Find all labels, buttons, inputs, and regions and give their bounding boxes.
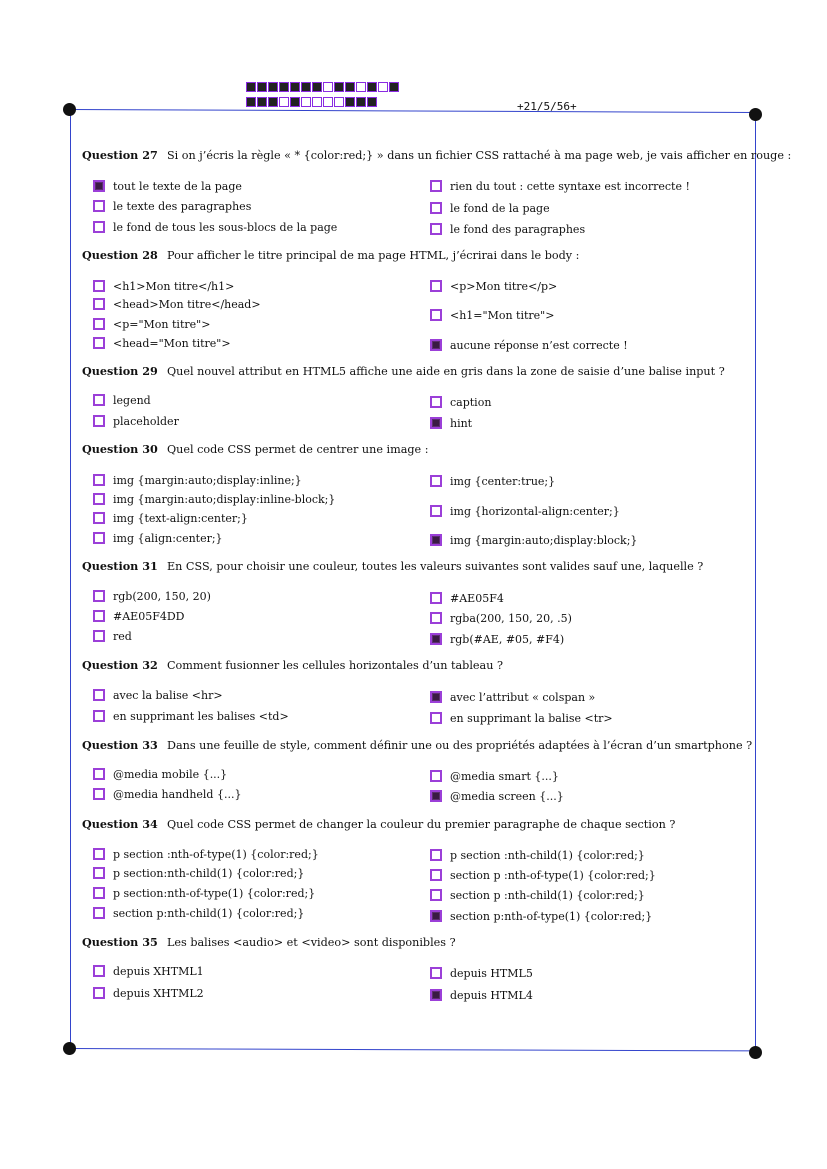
answer-option[interactable]	[430, 847, 645, 863]
question-header	[82, 738, 752, 752]
answer-checkbox[interactable]	[430, 869, 442, 881]
question-header	[82, 817, 675, 831]
answer-checkbox-checked[interactable]	[430, 989, 442, 1001]
code-cell	[323, 97, 333, 107]
code-cell	[268, 97, 278, 107]
question-text: Les balises <audio> et <video> sont disponibles ?	[167, 936, 456, 949]
code-cell	[279, 82, 289, 92]
answer-checkbox[interactable]	[93, 768, 105, 780]
question-text: Quel code CSS permet de changer la couleur du premier paragraphe de chaque section ?	[167, 818, 676, 831]
answer-checkbox-checked[interactable]	[430, 790, 442, 802]
answer-label: p section:nth-child(1) {color:red;}	[113, 866, 305, 880]
answer-checkbox[interactable]	[430, 592, 442, 604]
answer-checkbox[interactable]	[93, 710, 105, 722]
question-number: Question 34	[82, 817, 158, 831]
answer-option[interactable]	[93, 198, 251, 214]
answer-option[interactable]	[93, 296, 261, 312]
code-cell	[246, 97, 256, 107]
frame-bottom-line	[70, 1048, 756, 1051]
question-text: Si on j’écris la règle « * {color:red;} » dans un fichier CSS rattaché à ma page web, je vais afficher en rouge :	[167, 149, 792, 162]
answer-option[interactable]	[430, 987, 533, 1003]
question-number: Question 31	[82, 559, 158, 573]
answer-checkbox[interactable]	[430, 889, 442, 901]
answer-checkbox[interactable]	[93, 590, 105, 602]
answer-option[interactable]	[93, 178, 242, 194]
code-cell	[367, 82, 377, 92]
answer-option[interactable]	[430, 415, 472, 431]
answer-checkbox[interactable]	[430, 280, 442, 292]
answer-checkbox[interactable]	[93, 630, 105, 642]
answer-checkbox[interactable]	[93, 415, 105, 427]
id-code-row-1	[246, 82, 400, 94]
frame-right-line	[755, 114, 756, 1052]
answer-label: depuis HTML4	[450, 988, 533, 1002]
answer-option[interactable]	[93, 316, 210, 332]
answer-checkbox[interactable]	[93, 298, 105, 310]
answer-checkbox-checked[interactable]	[430, 339, 442, 351]
question-number: Question 27	[82, 148, 158, 162]
answer-option[interactable]	[93, 335, 231, 351]
code-cell	[323, 82, 333, 92]
answer-option[interactable]	[93, 413, 179, 429]
answer-label: @media mobile {...}	[113, 767, 228, 781]
answer-checkbox[interactable]	[93, 848, 105, 860]
code-cell	[334, 97, 344, 107]
answer-option[interactable]	[430, 394, 491, 410]
answer-label: le fond de tous les sous-blocs de la page	[113, 220, 338, 234]
corner-mark-bottom-left	[63, 1042, 76, 1055]
code-cell	[290, 97, 300, 107]
answer-option[interactable]	[430, 631, 564, 647]
answer-checkbox[interactable]	[93, 689, 105, 701]
question-number: Question 30	[82, 442, 158, 456]
answer-label: img {text-align:center;}	[113, 511, 248, 525]
id-code-row-2	[246, 97, 378, 109]
answer-option[interactable]	[93, 472, 302, 488]
answer-option[interactable]	[93, 905, 304, 921]
question-header	[82, 442, 428, 456]
frame-left-line	[70, 109, 71, 1049]
answer-checkbox[interactable]	[430, 396, 442, 408]
answer-label: img {margin:auto;display:inline-block;}	[113, 492, 336, 506]
answer-label: rgb(#AE, #05, #F4)	[450, 632, 565, 646]
answer-label: <head>Mon titre</head>	[113, 297, 261, 311]
answer-checkbox[interactable]	[93, 394, 105, 406]
answer-option[interactable]	[93, 588, 211, 604]
answer-label: p section :nth-of-type(1) {color:red;}	[113, 847, 319, 861]
answer-option[interactable]	[93, 510, 248, 526]
answer-checkbox[interactable]	[93, 200, 105, 212]
answer-label: avec l’attribut « colspan »	[450, 690, 596, 704]
answer-label: rgb(200, 150, 20)	[113, 589, 211, 603]
corner-mark-bottom-right	[749, 1046, 762, 1059]
answer-checkbox[interactable]	[93, 493, 105, 505]
answer-option[interactable]	[93, 491, 335, 507]
answer-option[interactable]	[430, 200, 550, 216]
answer-label: aucune réponse n’est correcte !	[450, 338, 628, 352]
code-cell	[246, 82, 256, 92]
answer-checkbox[interactable]	[430, 770, 442, 782]
answer-option[interactable]	[430, 307, 554, 323]
answer-label: <head="Mon titre">	[113, 336, 231, 350]
answer-option[interactable]	[93, 865, 304, 881]
answer-checkbox-checked[interactable]	[430, 534, 442, 546]
code-cell	[268, 82, 278, 92]
code-cell	[312, 97, 322, 107]
answer-option[interactable]	[430, 768, 559, 784]
code-cell	[279, 97, 289, 107]
answer-checkbox[interactable]	[93, 907, 105, 919]
answer-checkbox[interactable]	[430, 849, 442, 861]
answer-checkbox[interactable]	[93, 221, 105, 233]
answer-label: img {margin:auto;display:inline;}	[113, 473, 302, 487]
question-text: Dans une feuille de style, comment définir une ou des propriétés adaptées à l’écran d’un smartphone ?	[167, 739, 753, 752]
code-cell	[378, 82, 388, 92]
answer-option[interactable]	[93, 687, 223, 703]
question-text: Quel nouvel attribut en HTML5 affiche une aide en gris dans la zone de saisie d’une balise input ?	[167, 365, 725, 378]
code-cell	[257, 97, 267, 107]
answer-label: depuis XHTML1	[113, 964, 204, 978]
question-header	[82, 248, 579, 262]
answer-option[interactable]	[93, 846, 319, 862]
answer-option[interactable]	[430, 337, 628, 353]
question-header	[82, 559, 703, 573]
code-cell	[312, 82, 322, 92]
code-cell	[334, 82, 344, 92]
answer-option[interactable]	[430, 532, 637, 548]
answer-checkbox[interactable]	[430, 505, 442, 517]
answer-label: en supprimant les balises <td>	[113, 709, 289, 723]
code-cell	[345, 97, 355, 107]
answer-checkbox[interactable]	[93, 280, 105, 292]
answer-checkbox[interactable]	[93, 987, 105, 999]
corner-mark-top-left	[63, 103, 76, 116]
answer-checkbox[interactable]	[93, 337, 105, 349]
answer-label: #AE05F4	[450, 591, 504, 605]
answer-checkbox[interactable]	[93, 867, 105, 879]
answer-checkbox[interactable]	[93, 965, 105, 977]
answer-checkbox[interactable]	[430, 180, 442, 192]
answer-label: rgba(200, 150, 20, .5)	[450, 611, 572, 625]
answer-option[interactable]	[93, 219, 337, 235]
answer-checkbox[interactable]	[430, 712, 442, 724]
answer-label: @media smart {...}	[450, 769, 559, 783]
answer-checkbox-checked[interactable]	[430, 417, 442, 429]
question-text: En CSS, pour choisir une couleur, toutes les valeurs suivantes sont valides sauf une, laquelle ?	[167, 560, 704, 573]
answer-option[interactable]	[430, 788, 564, 804]
answer-label: le fond de la page	[450, 201, 550, 215]
answer-option[interactable]	[430, 908, 652, 924]
answer-label: section p:nth-child(1) {color:red;}	[113, 906, 305, 920]
answer-option[interactable]	[430, 278, 557, 294]
answer-option[interactable]	[93, 628, 132, 644]
answer-label: caption	[450, 395, 492, 409]
answer-label: @media handheld {...}	[113, 787, 242, 801]
answer-label: depuis HTML5	[450, 966, 533, 980]
answer-label: depuis XHTML2	[113, 986, 204, 1000]
answer-checkbox[interactable]	[93, 532, 105, 544]
question-number: Question 33	[82, 738, 158, 752]
code-cell	[367, 97, 377, 107]
question-header	[82, 935, 456, 949]
answer-label: section p:nth-of-type(1) {color:red;}	[450, 909, 653, 923]
answer-label: legend	[113, 393, 151, 407]
answer-checkbox[interactable]	[430, 309, 442, 321]
code-cell	[301, 82, 311, 92]
answer-option[interactable]	[93, 963, 204, 979]
answer-checkbox[interactable]	[93, 788, 105, 800]
answer-label: <h1="Mon titre">	[450, 308, 555, 322]
answer-checkbox[interactable]	[93, 512, 105, 524]
answer-label: img {margin:auto;display:block;}	[450, 533, 638, 547]
answer-option[interactable]	[430, 503, 620, 519]
answer-option[interactable]	[93, 766, 227, 782]
answer-label: img {horizontal-align:center;}	[450, 504, 620, 518]
question-number: Question 29	[82, 364, 158, 378]
answer-label: p section :nth-child(1) {color:red;}	[450, 848, 645, 862]
answer-option[interactable]	[430, 178, 690, 194]
code-cell	[345, 82, 355, 92]
question-number: Question 35	[82, 935, 158, 949]
answer-label: en supprimant la balise <tr>	[450, 711, 613, 725]
answer-option[interactable]	[430, 689, 595, 705]
answer-checkbox[interactable]	[93, 887, 105, 899]
answer-option[interactable]	[430, 610, 572, 626]
question-text: Comment fusionner les cellules horizontales d’un tableau ?	[167, 659, 503, 672]
question-header	[82, 658, 503, 672]
answer-label: le texte des paragraphes	[113, 199, 252, 213]
answer-label: placeholder	[113, 414, 179, 428]
answer-label: tout le texte de la page	[113, 179, 242, 193]
answer-checkbox[interactable]	[430, 223, 442, 235]
answer-checkbox[interactable]	[430, 612, 442, 624]
answer-label: <p="Mon titre">	[113, 317, 211, 331]
answer-checkbox[interactable]	[93, 318, 105, 330]
answer-checkbox[interactable]	[430, 967, 442, 979]
answer-label: hint	[450, 416, 473, 430]
answer-option[interactable]	[93, 786, 241, 802]
answer-label: section p :nth-of-type(1) {color:red;}	[450, 868, 656, 882]
code-cell	[257, 82, 267, 92]
question-header	[82, 148, 791, 162]
answer-option[interactable]	[430, 965, 533, 981]
answer-checkbox-checked[interactable]	[93, 180, 105, 192]
corner-mark-top-right	[749, 108, 762, 121]
answer-option[interactable]	[93, 530, 223, 546]
frame-top-line	[70, 109, 756, 113]
answer-option[interactable]	[430, 221, 585, 237]
answer-label: img {center:true;}	[450, 474, 556, 488]
answer-option[interactable]	[93, 278, 234, 294]
answer-option[interactable]	[430, 473, 555, 489]
answer-label: <p>Mon titre</p>	[450, 279, 558, 293]
code-cell	[356, 97, 366, 107]
answer-option[interactable]	[93, 885, 315, 901]
question-number: Question 28	[82, 248, 158, 262]
code-cell	[290, 82, 300, 92]
answer-option[interactable]	[430, 710, 613, 726]
answer-label: avec la balise <hr>	[113, 688, 223, 702]
answer-option[interactable]	[93, 608, 184, 624]
question-text: Pour afficher le titre principal de ma page HTML, j’écrirai dans le body :	[167, 249, 580, 262]
answer-checkbox[interactable]	[430, 475, 442, 487]
code-cell	[389, 82, 399, 92]
answer-option[interactable]	[430, 590, 504, 606]
answer-label: le fond des paragraphes	[450, 222, 586, 236]
question-text: Quel code CSS permet de centrer une image :	[167, 443, 429, 456]
code-cell	[301, 97, 311, 107]
answer-label: @media screen {...}	[450, 789, 564, 803]
answer-checkbox-checked[interactable]	[430, 633, 442, 645]
answer-label: img {align:center;}	[113, 531, 223, 545]
answer-checkbox[interactable]	[430, 202, 442, 214]
answer-checkbox[interactable]	[93, 474, 105, 486]
answer-option[interactable]	[93, 392, 151, 408]
answer-option[interactable]	[93, 708, 289, 724]
answer-label: #AE05F4DD	[113, 609, 185, 623]
answer-label: rien du tout : cette syntaxe est incorrecte !	[450, 179, 690, 193]
answer-label: section p :nth-child(1) {color:red;}	[450, 888, 645, 902]
answer-option[interactable]	[93, 985, 204, 1001]
answer-label: <h1>Mon titre</h1>	[113, 279, 235, 293]
code-cell	[356, 82, 366, 92]
answer-label: red	[113, 629, 132, 643]
answer-label: p section:nth-of-type(1) {color:red;}	[113, 886, 316, 900]
answer-checkbox-checked[interactable]	[430, 691, 442, 703]
question-number: Question 32	[82, 658, 158, 672]
page-id: +21/5/56+	[517, 100, 577, 113]
answer-option[interactable]	[430, 867, 656, 883]
answer-checkbox-checked[interactable]	[430, 910, 442, 922]
question-header	[82, 364, 725, 378]
answer-option[interactable]	[430, 887, 645, 903]
answer-checkbox[interactable]	[93, 610, 105, 622]
